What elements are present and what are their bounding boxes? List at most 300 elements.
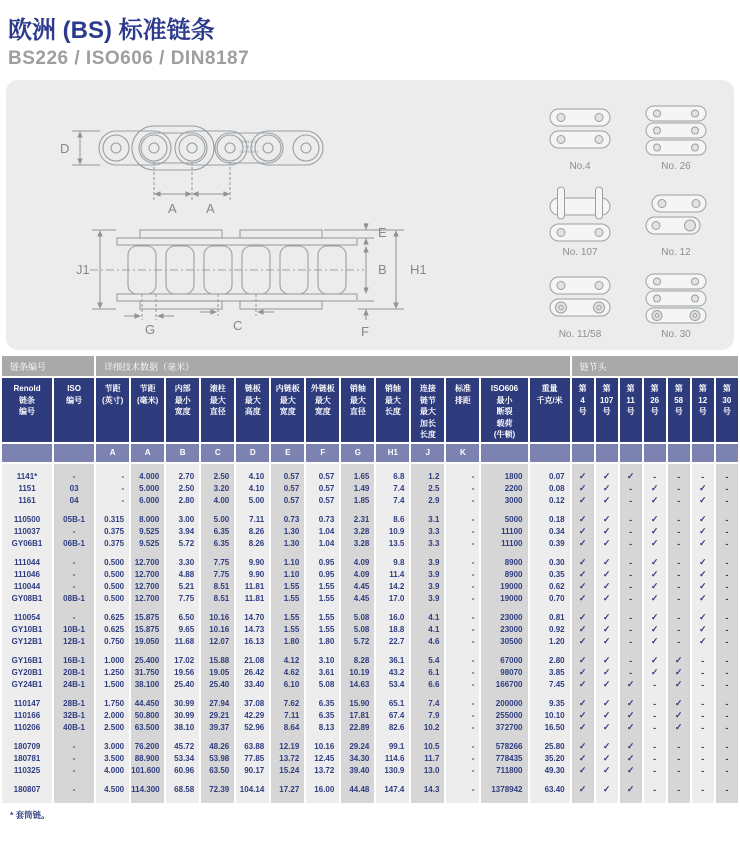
column-header: 内链板 最大 宽度 [271, 378, 304, 444]
spacer-cell [692, 777, 714, 784]
table-cell: 2.500 [96, 722, 129, 734]
table-cell: 0.500 [96, 557, 129, 569]
column-header: 重量 千克/米 [530, 378, 570, 444]
link-head-compat-cell: - [692, 667, 714, 679]
link-head-compat-cell: ✓ [596, 593, 618, 605]
chain-link-no1158-icon [548, 274, 612, 326]
table-row [2, 569, 738, 581]
link-head-compat-cell: - [668, 483, 690, 495]
table-cell: 5.08 [341, 612, 374, 624]
table-cell: 0.34 [530, 526, 570, 538]
link-head-item [644, 104, 708, 172]
table-cell: 28B-1 [54, 698, 94, 710]
table-cell: 111044 [2, 557, 52, 569]
link-head-compat-cell: - [620, 612, 642, 624]
spacer-cell [411, 464, 444, 471]
table-cell: - [446, 753, 479, 765]
spacer-cell [2, 464, 52, 471]
table-cell: 6.50 [166, 612, 199, 624]
link-head-compat-cell: ✓ [692, 526, 714, 538]
table-cell: 1.04 [306, 538, 339, 550]
spacer-cell [306, 605, 339, 612]
table-cell: - [446, 636, 479, 648]
table-cell: 13.72 [271, 753, 304, 765]
spacer-cell [411, 550, 444, 557]
link-head-compat-cell: - [668, 495, 690, 507]
spacer-cell [411, 691, 444, 698]
link-head-compat-cell: ✓ [596, 667, 618, 679]
table-cell: 1151 [2, 483, 52, 495]
table-cell: 8.51 [201, 581, 234, 593]
link-head-compat-cell: ✓ [692, 483, 714, 495]
table-cell: 10.16 [306, 741, 339, 753]
table-cell: 60.96 [166, 765, 199, 777]
link-head-compat-cell: ✓ [572, 753, 594, 765]
table-cell: 0.70 [530, 593, 570, 605]
table-cell: 5.08 [341, 624, 374, 636]
table-row [2, 753, 738, 765]
dim-label-c: C [233, 318, 243, 333]
spacer-cell [620, 691, 642, 698]
table-cell: 1378942 [481, 784, 527, 796]
spacer-cell [644, 734, 666, 741]
table-cell: 22.89 [341, 722, 374, 734]
link-head-compat-cell: - [692, 710, 714, 722]
chain-side-view [99, 126, 323, 170]
link-head-compat-cell: - [692, 655, 714, 667]
table-row [2, 636, 738, 648]
table-row [2, 495, 738, 507]
table-cell: 0.95 [306, 569, 339, 581]
plate-series-text: SYNERGY [239, 149, 259, 154]
spacer-cell [201, 507, 234, 514]
spacer-cell [131, 507, 164, 514]
link-head-compat-cell: - [644, 679, 666, 691]
link-head-compat-cell: ✓ [644, 593, 666, 605]
table-cell: 2.80 [166, 495, 199, 507]
group-header-row [2, 356, 738, 378]
spacer-cell [236, 550, 269, 557]
table-cell: 10.16 [201, 624, 234, 636]
spacer-cell [596, 796, 618, 803]
table-cell: 711800 [481, 765, 527, 777]
plate-brand-text: RENOLD [240, 139, 258, 144]
spacer-cell [716, 734, 738, 741]
link-head-compat-cell: ✓ [692, 636, 714, 648]
table-cell: GY10B1 [2, 624, 52, 636]
spacer-cell [166, 796, 199, 803]
table-cell: 8.28 [341, 655, 374, 667]
table-cell: - [446, 593, 479, 605]
link-head-compat-cell: ✓ [596, 483, 618, 495]
link-head-item [644, 192, 708, 258]
spacer-cell [376, 691, 409, 698]
table-cell: 14.73 [236, 624, 269, 636]
table-cell: 16.13 [236, 636, 269, 648]
table-cell: 180781 [2, 753, 52, 765]
link-head-compat-cell: ✓ [596, 557, 618, 569]
spacer-row [2, 507, 738, 514]
diagram-panel [6, 80, 734, 350]
table-cell: 11.68 [166, 636, 199, 648]
table-cell: 0.57 [306, 483, 339, 495]
link-head-compat-cell: ✓ [572, 722, 594, 734]
spacer-cell [692, 734, 714, 741]
table-cell: 11.81 [236, 581, 269, 593]
table-cell: 10.16 [201, 612, 234, 624]
link-head-compat-cell: ✓ [620, 722, 642, 734]
spacer-cell [236, 691, 269, 698]
spacer-cell [596, 691, 618, 698]
spacer-cell [376, 507, 409, 514]
table-cell: 15.875 [131, 612, 164, 624]
table-cell: 4.10 [236, 471, 269, 483]
link-head-compat-cell: - [668, 636, 690, 648]
spacer-cell [131, 691, 164, 698]
link-head-compat-cell: - [668, 784, 690, 796]
table-cell: 30.99 [166, 698, 199, 710]
link-head-compat-cell: ✓ [668, 722, 690, 734]
spacer-cell [376, 796, 409, 803]
link-head-compat-cell: - [668, 741, 690, 753]
link-head-compat-cell: - [644, 741, 666, 753]
table-cell: 11100 [481, 526, 527, 538]
table-cell: - [446, 581, 479, 593]
table-cell: 2.50 [201, 471, 234, 483]
table-cell: 10.10 [530, 710, 570, 722]
dimension-letter [596, 444, 618, 464]
column-header: 滚柱 最大 直径 [201, 378, 234, 444]
table-cell: 12.07 [201, 636, 234, 648]
table-cell: 0.57 [271, 483, 304, 495]
link-head-compat-cell: - [620, 593, 642, 605]
table-cell: 39.40 [341, 765, 374, 777]
spacer-cell [596, 734, 618, 741]
table-cell: 4.62 [271, 667, 304, 679]
table-cell: - [54, 741, 94, 753]
table-cell: - [446, 710, 479, 722]
spacer-cell [201, 777, 234, 784]
spacer-cell [481, 507, 527, 514]
table-cell: 1.2 [411, 471, 444, 483]
table-row [2, 557, 738, 569]
table-row [2, 593, 738, 605]
link-head-compat-cell: - [716, 514, 738, 526]
table-cell: 7.45 [530, 679, 570, 691]
table-cell: 1.80 [306, 636, 339, 648]
column-header: ISO 编号 [54, 378, 94, 444]
spacer-row [2, 464, 738, 471]
link-head-compat-cell: - [620, 667, 642, 679]
link-head-compat-cell: - [668, 569, 690, 581]
spacer-cell [411, 734, 444, 741]
spacer-cell [341, 734, 374, 741]
table-cell: 110166 [2, 710, 52, 722]
link-head-compat-cell: ✓ [596, 495, 618, 507]
column-header-row [2, 378, 738, 444]
spacer-cell [572, 734, 594, 741]
link-head-compat-cell: ✓ [596, 765, 618, 777]
link-head-compat-cell: ✓ [596, 722, 618, 734]
dimension-letter [644, 444, 666, 464]
link-head-compat-cell: - [668, 514, 690, 526]
spacer-cell [530, 464, 570, 471]
table-cell: 11100 [481, 538, 527, 550]
dimension-letter [481, 444, 527, 464]
link-head-compat-cell: ✓ [644, 526, 666, 538]
link-head-compat-cell: ✓ [620, 753, 642, 765]
spacer-cell [96, 691, 129, 698]
table-cell: 9.525 [131, 538, 164, 550]
dimension-letter: G [341, 444, 374, 464]
spacer-row [2, 605, 738, 612]
link-head-compat-cell: ✓ [572, 483, 594, 495]
table-cell: 88.900 [131, 753, 164, 765]
spacer-cell [166, 648, 199, 655]
table-cell: 24B-1 [54, 679, 94, 691]
spacer-cell [54, 796, 94, 803]
spacer-cell [446, 507, 479, 514]
table-cell: 4.000 [96, 765, 129, 777]
table-cell: - [446, 612, 479, 624]
spacer-cell [271, 605, 304, 612]
table-cell: 114.300 [131, 784, 164, 796]
spacer-cell [446, 796, 479, 803]
link-head-compat-cell: - [692, 753, 714, 765]
link-head-compat-cell: - [620, 636, 642, 648]
link-head-compat-cell: - [716, 636, 738, 648]
table-cell: 39.37 [201, 722, 234, 734]
spacer-cell [376, 734, 409, 741]
table-cell: 19.05 [201, 667, 234, 679]
table-cell: 8.000 [131, 514, 164, 526]
table-cell: 53.98 [201, 753, 234, 765]
table-row [2, 679, 738, 691]
table-cell: 110325 [2, 765, 52, 777]
link-head-compat-cell: - [668, 471, 690, 483]
table-cell: - [446, 784, 479, 796]
spacer-cell [306, 734, 339, 741]
link-head-compat-cell: ✓ [596, 698, 618, 710]
link-head-compat-cell: - [716, 612, 738, 624]
column-header: Renold 链条 编号 [2, 378, 52, 444]
table-cell: 36.1 [376, 655, 409, 667]
spacer-cell [596, 648, 618, 655]
table-cell: 16.0 [376, 612, 409, 624]
spacer-cell [481, 691, 527, 698]
link-head-label: No.4 [569, 161, 591, 172]
link-head-compat-cell: - [620, 557, 642, 569]
table-cell: 4.12 [271, 655, 304, 667]
spacer-cell [2, 507, 52, 514]
link-head-compat-cell: ✓ [572, 593, 594, 605]
spacer-cell [446, 605, 479, 612]
table-cell: 200000 [481, 698, 527, 710]
link-head-compat-cell: - [716, 581, 738, 593]
spec-table [0, 356, 740, 803]
link-head-compat-cell: ✓ [596, 784, 618, 796]
table-cell: 4.000 [131, 471, 164, 483]
link-head-compat-cell: - [716, 538, 738, 550]
table-cell: 16B-1 [54, 655, 94, 667]
table-cell: 4.09 [341, 569, 374, 581]
table-row [2, 784, 738, 796]
table-cell: 15.875 [131, 624, 164, 636]
table-cell: 255000 [481, 710, 527, 722]
link-head-compat-cell: - [716, 765, 738, 777]
table-cell: 63.88 [236, 741, 269, 753]
spacer-cell [692, 648, 714, 655]
table-cell: 0.18 [530, 514, 570, 526]
table-cell: 1800 [481, 471, 527, 483]
link-head-compat-cell: - [644, 710, 666, 722]
link-head-compat-cell: - [620, 538, 642, 550]
dimension-letter [572, 444, 594, 464]
table-cell: 114.6 [376, 753, 409, 765]
table-cell: 13.72 [306, 765, 339, 777]
table-cell: 0.35 [530, 569, 570, 581]
table-cell: 29.21 [201, 710, 234, 722]
table-cell: 12.45 [306, 753, 339, 765]
table-cell: 3.28 [341, 538, 374, 550]
table-cell: 4.00 [201, 495, 234, 507]
spacer-cell [131, 796, 164, 803]
table-cell: 82.6 [376, 722, 409, 734]
table-cell: 0.375 [96, 538, 129, 550]
table-cell: 26.42 [236, 667, 269, 679]
spacer-cell [716, 605, 738, 612]
link-head-compat-cell: ✓ [668, 698, 690, 710]
table-cell: 77.85 [236, 753, 269, 765]
link-head-compat-cell: - [716, 557, 738, 569]
table-cell: 9.525 [131, 526, 164, 538]
table-cell: 65.1 [376, 698, 409, 710]
link-head-compat-cell: - [716, 698, 738, 710]
spacer-cell [446, 648, 479, 655]
spacer-cell [166, 605, 199, 612]
link-head-compat-cell: - [668, 538, 690, 550]
spacer-cell [644, 507, 666, 514]
spacer-cell [306, 464, 339, 471]
spacer-cell [166, 691, 199, 698]
link-head-compat-cell: - [692, 722, 714, 734]
table-cell: 6.35 [201, 538, 234, 550]
table-cell: 5.72 [341, 636, 374, 648]
link-head-compat-cell: ✓ [572, 741, 594, 753]
table-cell: 1.55 [271, 624, 304, 636]
table-cell: 17.02 [166, 655, 199, 667]
spacer-cell [481, 796, 527, 803]
table-cell: - [54, 569, 94, 581]
link-head-compat-cell: ✓ [596, 679, 618, 691]
table-cell: 7.11 [236, 514, 269, 526]
table-cell: 4.1 [411, 624, 444, 636]
spacer-cell [54, 691, 94, 698]
spacer-cell [236, 777, 269, 784]
spacer-cell [201, 648, 234, 655]
table-cell: 0.95 [306, 557, 339, 569]
spacer-cell [2, 777, 52, 784]
link-head-compat-cell: ✓ [596, 624, 618, 636]
spacer-cell [166, 507, 199, 514]
link-head-compat-cell: - [716, 722, 738, 734]
spacer-cell [271, 507, 304, 514]
spacer-cell [668, 507, 690, 514]
dimension-letter: A [96, 444, 129, 464]
link-head-compat-cell: ✓ [644, 495, 666, 507]
table-cell: 27.94 [201, 698, 234, 710]
table-cell: 6.35 [306, 698, 339, 710]
table-cell: 4.88 [166, 569, 199, 581]
table-cell: 10B-1 [54, 624, 94, 636]
link-head-compat-cell: ✓ [668, 655, 690, 667]
link-head-compat-cell: - [644, 765, 666, 777]
column-header: 标准 排距 [446, 378, 479, 444]
column-header: 第 107 号 [596, 378, 618, 444]
spacer-cell [54, 464, 94, 471]
table-cell: 2.50 [166, 483, 199, 495]
table-cell: 33.40 [236, 679, 269, 691]
link-head-item [548, 106, 612, 172]
table-cell: 3000 [481, 495, 527, 507]
table-cell: 1.30 [271, 526, 304, 538]
spacer-cell [271, 691, 304, 698]
chain-link-no107-icon [548, 186, 612, 244]
link-head-compat-cell: ✓ [596, 612, 618, 624]
link-head-compat-cell: ✓ [692, 569, 714, 581]
table-cell: 1.55 [271, 612, 304, 624]
table-cell: 5.72 [166, 538, 199, 550]
spacer-cell [96, 777, 129, 784]
table-cell: 5.08 [306, 679, 339, 691]
spacer-cell [306, 777, 339, 784]
spacer-cell [341, 777, 374, 784]
table-cell: 10.2 [411, 722, 444, 734]
table-cell: 98070 [481, 667, 527, 679]
table-cell: 2.000 [96, 710, 129, 722]
table-cell: GY12B1 [2, 636, 52, 648]
spacer-cell [341, 605, 374, 612]
link-head-compat-cell: - [716, 624, 738, 636]
spacer-cell [96, 734, 129, 741]
link-head-compat-cell: ✓ [644, 483, 666, 495]
spacer-cell [446, 550, 479, 557]
table-row [2, 483, 738, 495]
spacer-cell [341, 507, 374, 514]
table-cell: 15.24 [271, 765, 304, 777]
link-head-compat-cell: - [716, 655, 738, 667]
spacer-cell [96, 464, 129, 471]
table-cell: 23000 [481, 624, 527, 636]
link-head-compat-cell: - [692, 765, 714, 777]
table-cell: 29.24 [341, 741, 374, 753]
table-cell: GY24B1 [2, 679, 52, 691]
chain-link-no12-icon [644, 192, 708, 244]
link-head-compat-cell: - [644, 698, 666, 710]
table-cell: 5.000 [131, 483, 164, 495]
table-cell: 34.30 [341, 753, 374, 765]
spacer-cell [481, 464, 527, 471]
spacer-cell [306, 691, 339, 698]
table-cell: - [446, 526, 479, 538]
spacer-cell [131, 734, 164, 741]
table-cell: 16.50 [530, 722, 570, 734]
table-cell: 1.04 [306, 526, 339, 538]
table-row [2, 722, 738, 734]
table-row [2, 667, 738, 679]
column-header: 第 4 号 [572, 378, 594, 444]
spacer-cell [644, 464, 666, 471]
